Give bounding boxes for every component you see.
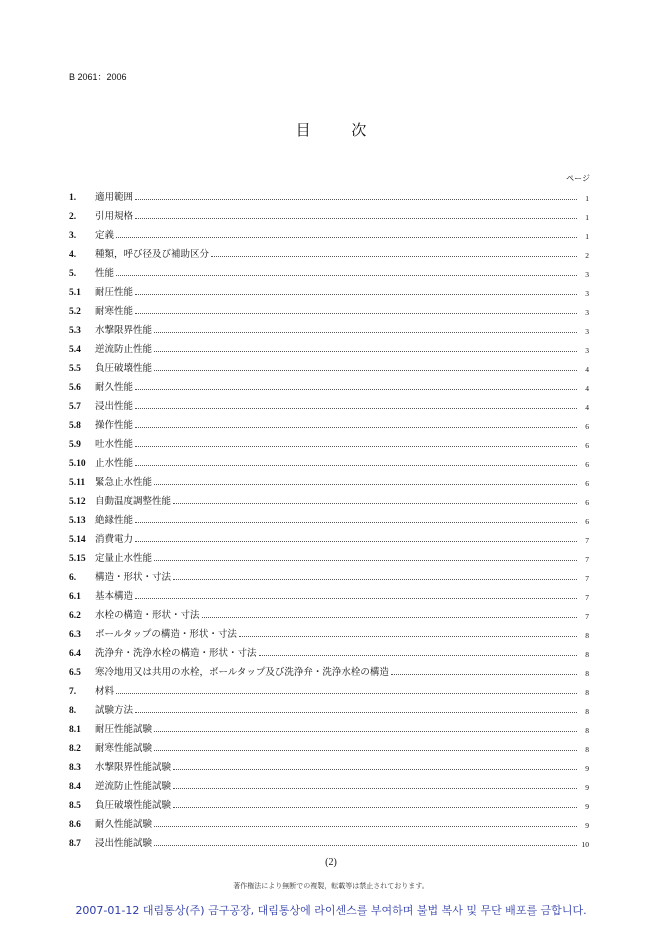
toc-entry-page: 8 [585,688,589,697]
toc-leader-dots [173,788,577,789]
toc-entry-page: 9 [585,821,589,830]
toc-entry-number: 8.7 [69,839,81,849]
toc-entry-label: 水撃限界性能試験 [95,762,172,773]
toc-entry-page: 6 [585,422,589,431]
toc-leader-dots [154,560,577,561]
toc-entry [69,412,589,431]
toc-entry-label: 定義 [95,230,115,241]
toc-entry-number: 6.4 [69,649,81,659]
toc-leader-dots [135,446,577,447]
toc-entry [69,659,589,678]
toc-leader-dots [135,541,577,542]
toc-entry-page: 9 [585,802,589,811]
toc-entry-number: 8. [69,706,77,716]
toc-leader-dots [116,237,577,238]
toc-entry-page: 2 [585,251,589,260]
page-title: 目 次 [295,121,385,139]
toc-entry [69,754,589,773]
toc-entry-page: 6 [585,498,589,507]
toc-entry [69,393,589,412]
toc-entry-number: 5.1 [69,288,81,298]
toc-entry [69,431,589,450]
toc-entry-number: 5.13 [69,516,86,526]
toc-entry-label: 構造・形状・寸法 [95,572,172,583]
toc-entry-label: 水栓の構造・形状・寸法 [95,610,200,621]
toc-leader-dots [135,712,577,713]
toc-entry-number: 2. [69,212,77,222]
toc-leader-dots [135,199,577,200]
toc-leader-dots [154,484,577,485]
toc-entry-label: 自動温度調整性能 [95,496,172,507]
toc-entry-label: 負圧破壊性能 [95,363,153,374]
toc-entry [69,526,589,545]
toc-entry [69,298,589,317]
toc-entry-page: 7 [585,593,589,602]
toc-entry-page: 8 [585,745,589,754]
toc-leader-dots [173,807,577,808]
toc-entry-page: 1 [585,194,589,203]
toc-entry [69,830,589,849]
toc-entry-label: ボールタップの構造・形状・寸法 [95,629,237,640]
toc-entry-label: 緊急止水性能 [95,477,153,488]
toc-entry-label: 寒冷地用又は共用の水栓，ボールタップ及び洗浄弁・洗浄水栓の構造 [95,667,389,678]
toc-entry-page: 8 [585,669,589,678]
toc-entry-number: 6.2 [69,611,81,621]
toc-entry-number: 8.6 [69,820,81,830]
toc-leader-dots [173,503,577,504]
toc-entry-number: 3. [69,231,77,241]
toc-entry-number: 5.2 [69,307,81,317]
toc-entry-label: 浸出性能 [95,401,134,412]
toc-entry-label: 試験方法 [95,705,134,716]
toc-entry-page: 1 [585,213,589,222]
toc-leader-dots [154,826,577,827]
toc-entry-page: 8 [585,650,589,659]
toc-entry-page: 7 [585,536,589,545]
toc-entry-label: 性能 [95,268,115,279]
toc-leader-dots [154,731,577,732]
toc-leader-dots [135,313,577,314]
toc-entry [69,184,589,203]
toc-entry-page: 4 [585,384,589,393]
toc-entry-label: 耐久性能試験 [95,819,153,830]
toc-leader-dots [135,408,577,409]
toc-leader-dots [173,579,577,580]
toc-entry-number: 5.15 [69,554,86,564]
toc-entry [69,469,589,488]
toc-entry [69,260,589,279]
toc-entry [69,241,589,260]
toc-entry-number: 8.4 [69,782,81,792]
toc-entry-number: 5.12 [69,497,86,507]
toc-entry-label: 種類，呼び径及び補助区分 [95,249,210,260]
toc-entry-label: 基本構造 [95,591,134,602]
toc-entry-number: 8.5 [69,801,81,811]
toc-entry [69,279,589,298]
toc-entry-label: 材料 [95,686,115,697]
standard-number: B 2061：2006 [69,72,127,82]
toc-entry-label: 操作性能 [95,420,134,431]
toc-entry-page: 10 [581,840,589,849]
toc-entry-number: 5. [69,269,77,279]
toc-entry-page: 3 [585,308,589,317]
toc-entry-label: 引用規格 [95,211,134,222]
toc-leader-dots [154,845,577,846]
table-of-contents [69,184,589,849]
toc-entry-number: 8.3 [69,763,81,773]
toc-entry [69,735,589,754]
toc-leader-dots [135,522,577,523]
toc-entry-label: 止水性能 [95,458,134,469]
toc-leader-dots [154,351,577,352]
toc-entry-page: 6 [585,460,589,469]
toc-leader-dots [135,294,577,295]
toc-entry [69,697,589,716]
toc-leader-dots [259,655,577,656]
toc-entry-label: 定量止水性能 [95,553,153,564]
toc-entry-page: 6 [585,479,589,488]
toc-entry-number: 5.8 [69,421,81,431]
toc-leader-dots [135,465,577,466]
toc-entry-label: 逆流防止性能試験 [95,781,172,792]
toc-entry-label: 耐寒性能 [95,306,134,317]
toc-leader-dots [154,750,577,751]
toc-entry-number: 1. [69,193,77,203]
toc-entry [69,317,589,336]
toc-entry-page: 7 [585,612,589,621]
copyright-notice: 著作権法により無断での複製，転載等は禁止されております。 [233,882,429,890]
toc-entry-number: 5.7 [69,402,81,412]
toc-leader-dots [116,693,577,694]
license-notice: 2007-01-12 대림통상(주) 금구공장, 대림통상에 라이센스를 부여하며 불법 복사 및 무단 배포를 금합니다. [75,904,587,917]
toc-entry-number: 5.14 [69,535,86,545]
toc-entry-number: 5.11 [69,478,86,488]
toc-entry-page: 6 [585,441,589,450]
toc-entry-number: 5.6 [69,383,81,393]
toc-entry [69,716,589,735]
toc-entry [69,222,589,241]
toc-entry [69,488,589,507]
toc-leader-dots [154,370,577,371]
toc-entry [69,203,589,222]
toc-leader-dots [239,636,577,637]
toc-entry-label: 消費電力 [95,534,134,545]
toc-leader-dots [173,769,577,770]
toc-entry-number: 6.5 [69,668,81,678]
toc-entry [69,374,589,393]
toc-entry-number: 6. [69,573,77,583]
toc-entry-number: 5.5 [69,364,81,374]
toc-entry-page: 4 [585,403,589,412]
toc-entry-page: 3 [585,270,589,279]
toc-entry-label: 耐圧性能試験 [95,724,153,735]
toc-entry-page: 7 [585,574,589,583]
toc-leader-dots [135,598,577,599]
toc-entry-number: 5.3 [69,326,81,336]
toc-entry-page: 8 [585,631,589,640]
toc-entry [69,792,589,811]
toc-entry-number: 5.4 [69,345,81,355]
toc-entry-number: 5.10 [69,459,86,469]
toc-entry [69,583,589,602]
toc-entry-page: 1 [585,232,589,241]
toc-entry-number: 8.1 [69,725,81,735]
toc-entry-label: 逆流防止性能 [95,344,153,355]
toc-leader-dots [116,275,577,276]
toc-entry [69,564,589,583]
toc-entry-page: 8 [585,726,589,735]
toc-entry [69,507,589,526]
toc-leader-dots [154,332,577,333]
toc-entry-page: 9 [585,764,589,773]
toc-entry-number: 5.9 [69,440,81,450]
toc-entry [69,336,589,355]
toc-entry-page: 7 [585,555,589,564]
toc-leader-dots [211,256,577,257]
toc-entry-page: 3 [585,289,589,298]
toc-leader-dots [135,427,577,428]
toc-leader-dots [135,389,577,390]
toc-entry-page: 4 [585,365,589,374]
toc-entry-number: 8.2 [69,744,81,754]
toc-entry [69,678,589,697]
toc-entry-page: 8 [585,707,589,716]
toc-entry-label: 耐寒性能試験 [95,743,153,754]
toc-entry-label: 耐久性能 [95,382,134,393]
toc-entry-page: 9 [585,783,589,792]
page-column-label: ページ [566,174,590,183]
footer-page-number: (2) [325,857,337,868]
toc-entry-number: 6.3 [69,630,81,640]
toc-entry-label: 水撃限界性能 [95,325,153,336]
toc-entry-number: 6.1 [69,592,81,602]
toc-entry-label: 洗浄弁・洗浄水栓の構造・形状・寸法 [95,648,257,659]
toc-entry-label: 絶縁性能 [95,515,134,526]
toc-entry [69,450,589,469]
toc-entry-label: 吐水性能 [95,439,134,450]
toc-entry [69,773,589,792]
toc-entry-label: 負圧破壊性能試験 [95,800,172,811]
toc-entry-page: 3 [585,327,589,336]
toc-entry [69,621,589,640]
toc-entry [69,640,589,659]
toc-entry [69,602,589,621]
toc-leader-dots [135,218,577,219]
toc-leader-dots [391,674,577,675]
toc-entry-number: 4. [69,250,77,260]
toc-entry [69,545,589,564]
toc-leader-dots [202,617,577,618]
toc-entry [69,355,589,374]
toc-entry-page: 3 [585,346,589,355]
toc-entry-number: 7. [69,687,77,697]
toc-entry-page: 6 [585,517,589,526]
toc-entry [69,811,589,830]
toc-entry-label: 耐圧性能 [95,287,134,298]
toc-entry-label: 適用範囲 [95,192,134,203]
toc-entry-label: 浸出性能試験 [95,838,153,849]
